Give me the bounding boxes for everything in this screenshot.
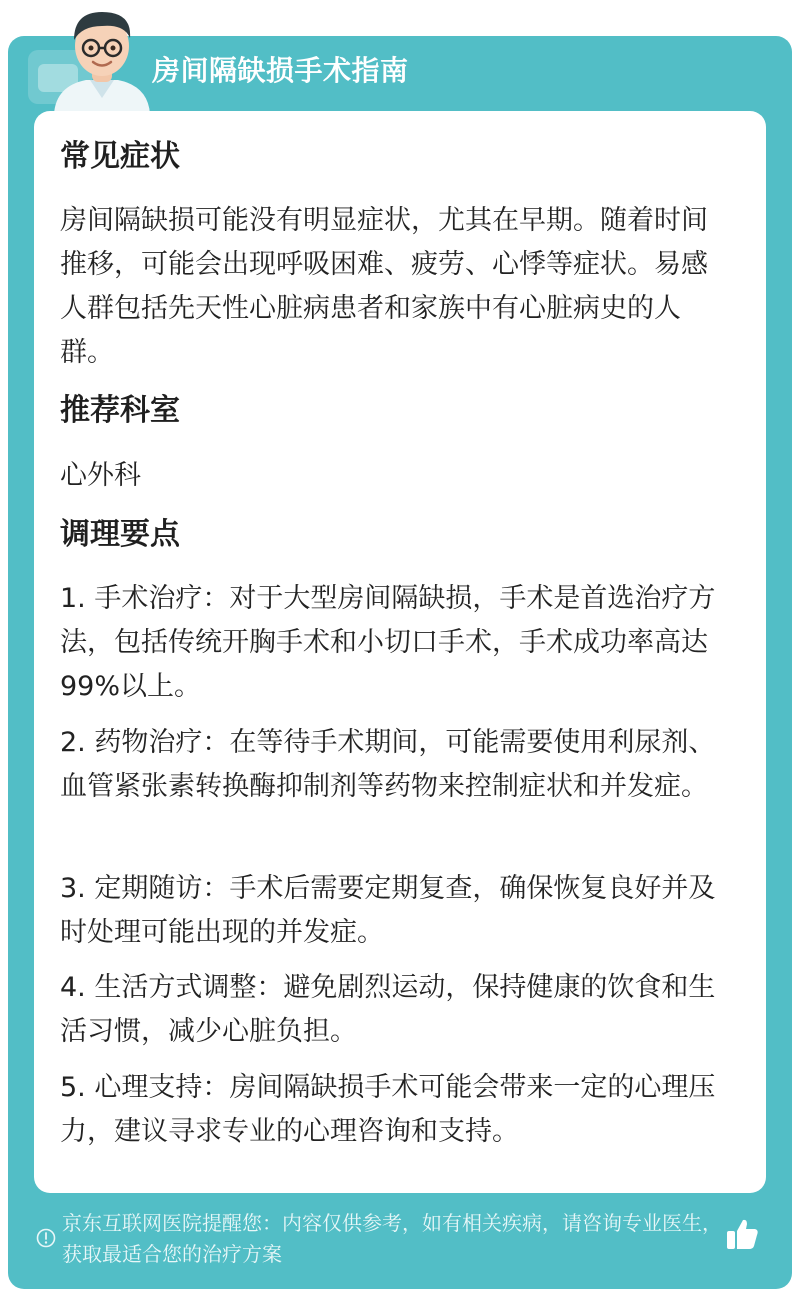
content-card (34, 111, 766, 1193)
care-item-3: 3. 定期随访：手术后需要定期复查，确保恢复良好并及时处理可能出现的并发症。 (60, 873, 716, 948)
care-item-1: 1. 手术治疗：对于大型房间隔缺损，手术是首选治疗方法，包括传统开胸手术和小切口手术，手术成功率高达99%以上。 (60, 583, 716, 702)
care-title: 调理要点 (60, 517, 180, 552)
department-text: 心外科 (60, 460, 141, 491)
info-icon (36, 1228, 56, 1248)
footer-disclaimer: 京东互联网医院提醒您：内容仅供参考，如有相关疾病，请咨询专业医生，获取最适合您的治疗方案 (62, 1211, 722, 1266)
symptoms-text: 房间隔缺损可能没有明显症状，尤其在早期。随着时间推移，可能会出现呼吸困难、疲劳、心悸等症状。易感人群包括先天性心脏病患者和家族中有心脏病史的人群。 (60, 205, 708, 368)
care-item-4: 4. 生活方式调整：避免剧烈运动，保持健康的饮食和生活习惯，减少心脏负担。 (60, 972, 716, 1047)
care-item-5: 5. 心理支持：房间隔缺损手术可能会带来一定的心理压力，建议寻求专业的心理咨询和支持。 (60, 1072, 716, 1147)
care-item-2: 2. 药物治疗：在等待手术期间，可能需要使用利尿剂、血管紧张素转换酶抑制剂等药物来控制症状和并发症。 (60, 727, 716, 802)
page-title: 房间隔缺损手术指南 (152, 54, 409, 87)
department-title: 推荐科室 (60, 393, 180, 428)
doctor-avatar-icon (46, 6, 158, 114)
symptoms-title: 常见症状 (60, 139, 180, 174)
thumbs-up-icon[interactable] (722, 1214, 762, 1254)
